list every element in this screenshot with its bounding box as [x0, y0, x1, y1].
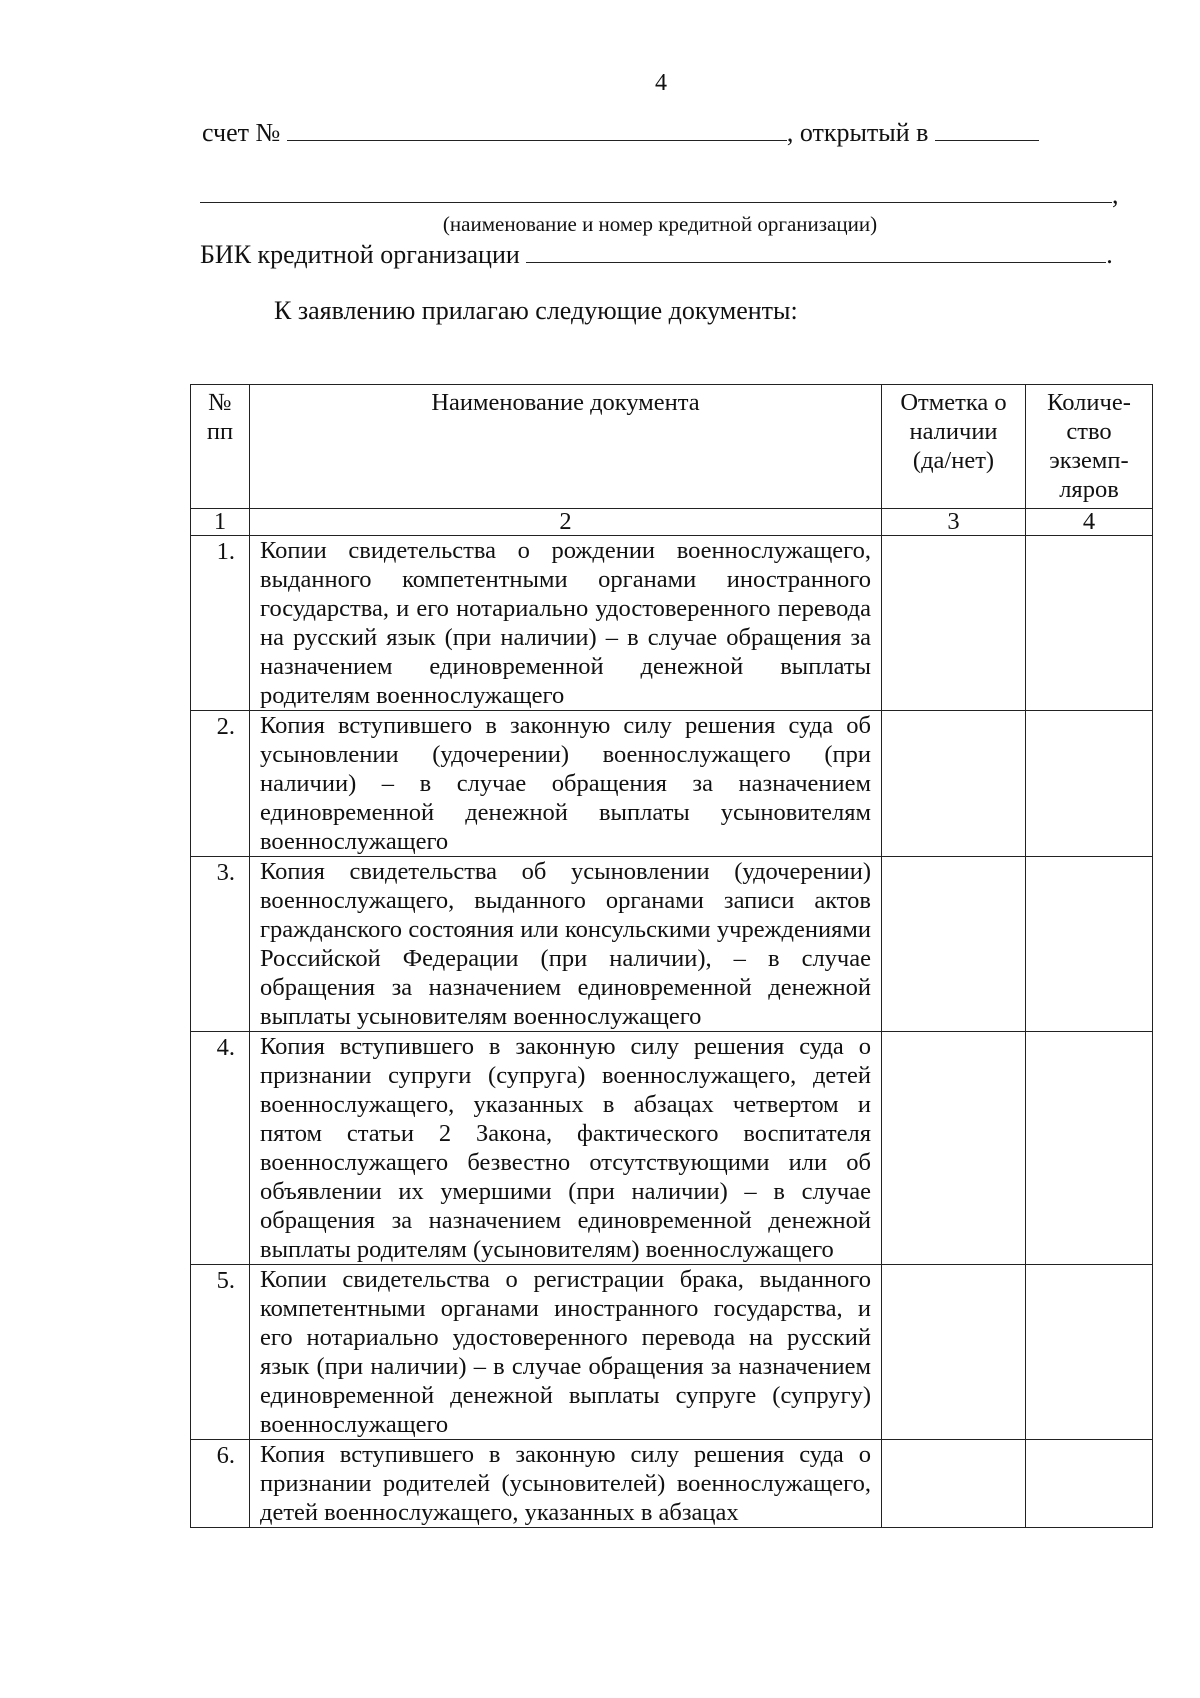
- account-label: счет №: [202, 118, 281, 147]
- column-number: 2: [250, 509, 882, 536]
- table-row: [191, 536, 1153, 711]
- header-copies: Количе-ство экземп-ляров: [1026, 385, 1153, 509]
- row-number: 1.: [191, 536, 250, 711]
- presence-cell[interactable]: [882, 1265, 1026, 1440]
- table-header-row: [191, 385, 1153, 509]
- copies-cell[interactable]: [1026, 536, 1153, 711]
- document-name: Копия вступившего в законную силу решения суда о признании родителей (усыновителей) военнослужащего, детей военнослужащего, указанных в абзацах: [250, 1440, 882, 1528]
- presence-cell[interactable]: [882, 711, 1026, 857]
- row-number: 4.: [191, 1032, 250, 1265]
- row-number: 6.: [191, 1440, 250, 1528]
- bank-name-field[interactable]: [200, 180, 1112, 203]
- bik-period: .: [1106, 240, 1113, 269]
- table-column-numbers: [191, 509, 1153, 536]
- header-number: № пп: [191, 385, 250, 509]
- copies-cell[interactable]: [1026, 711, 1153, 857]
- column-number: 1: [191, 509, 250, 536]
- bik-label: БИК кредитной организации: [200, 240, 520, 269]
- bik-field[interactable]: [526, 240, 1106, 263]
- account-line: [202, 118, 1039, 148]
- bank-name-comma: ,: [1112, 180, 1119, 209]
- column-number: 3: [882, 509, 1026, 536]
- header-presence: Отметка о наличии (да/нет): [882, 385, 1026, 509]
- document-name: Копии свидетельства о регистрации брака, выданного компетентными органами иностранного государства, и его нотариально удостоверенного перевода на русский язык (при наличии) – в случае обращения за назначением единовременной денежной выплаты супруге (супругу) военнослужащего: [250, 1265, 882, 1440]
- account-opened-label: , открытый в: [786, 118, 929, 147]
- bank-name-line: [200, 180, 1119, 210]
- account-number-field[interactable]: [287, 118, 787, 141]
- row-number: 5.: [191, 1265, 250, 1440]
- table-row: [191, 857, 1153, 1032]
- page-number: 4: [655, 70, 667, 96]
- copies-cell[interactable]: [1026, 1032, 1153, 1265]
- row-number: 3.: [191, 857, 250, 1032]
- account-bank-field-start[interactable]: [935, 118, 1039, 141]
- header-document-name: Наименование документа: [250, 385, 882, 509]
- document-name: Копия вступившего в законную силу решения суда об усыновлении (удочерении) военнослужащего (при наличии) – в случае обращения за назначением единовременной денежной выплаты усыновителям военнослужащего: [250, 711, 882, 857]
- table-row: [191, 711, 1153, 857]
- column-number: 4: [1026, 509, 1153, 536]
- bank-name-caption: (наименование и номер кредитной организации): [442, 212, 878, 236]
- table-row: [191, 1032, 1153, 1265]
- attachments-intro: К заявлению прилагаю следующие документы:: [274, 296, 798, 325]
- table-row: [191, 1440, 1153, 1528]
- document-name: Копия вступившего в законную силу решения суда о признании супруги (супруга) военнослужащего, детей военнослужащего, указанных в абзацах четвертом и пятом статьи 2 Закона, фактического воспитателя военнослужащего безвестно отсутствующими или об объявлении их умершими (при наличии) – в случае обращения за назначением единовременной денежной выплаты родителям (усыновителям) военнослужащего: [250, 1032, 882, 1265]
- presence-cell[interactable]: [882, 857, 1026, 1032]
- presence-cell[interactable]: [882, 1440, 1026, 1528]
- document-name: Копии свидетельства о рождении военнослужащего, выданного компетентными органами иностранного государства, и его нотариально удостоверенного перевода на русский язык (при наличии) – в случае обращения за назначением единовременной денежной выплаты родителям военнослужащего: [250, 536, 882, 711]
- bik-line: [200, 240, 1113, 270]
- presence-cell[interactable]: [882, 1032, 1026, 1265]
- presence-cell[interactable]: [882, 536, 1026, 711]
- documents-table: [190, 384, 1153, 1528]
- copies-cell[interactable]: [1026, 1440, 1153, 1528]
- copies-cell[interactable]: [1026, 1265, 1153, 1440]
- document-name: Копия свидетельства об усыновлении (удочерении) военнослужащего, выданного органами записи актов гражданского состояния или консульскими учреждениями Российской Федерации (при наличии), – в случае обращения за назначением единовременной денежной выплаты усыновителям военнослужащего: [250, 857, 882, 1032]
- row-number: 2.: [191, 711, 250, 857]
- table-row: [191, 1265, 1153, 1440]
- copies-cell[interactable]: [1026, 857, 1153, 1032]
